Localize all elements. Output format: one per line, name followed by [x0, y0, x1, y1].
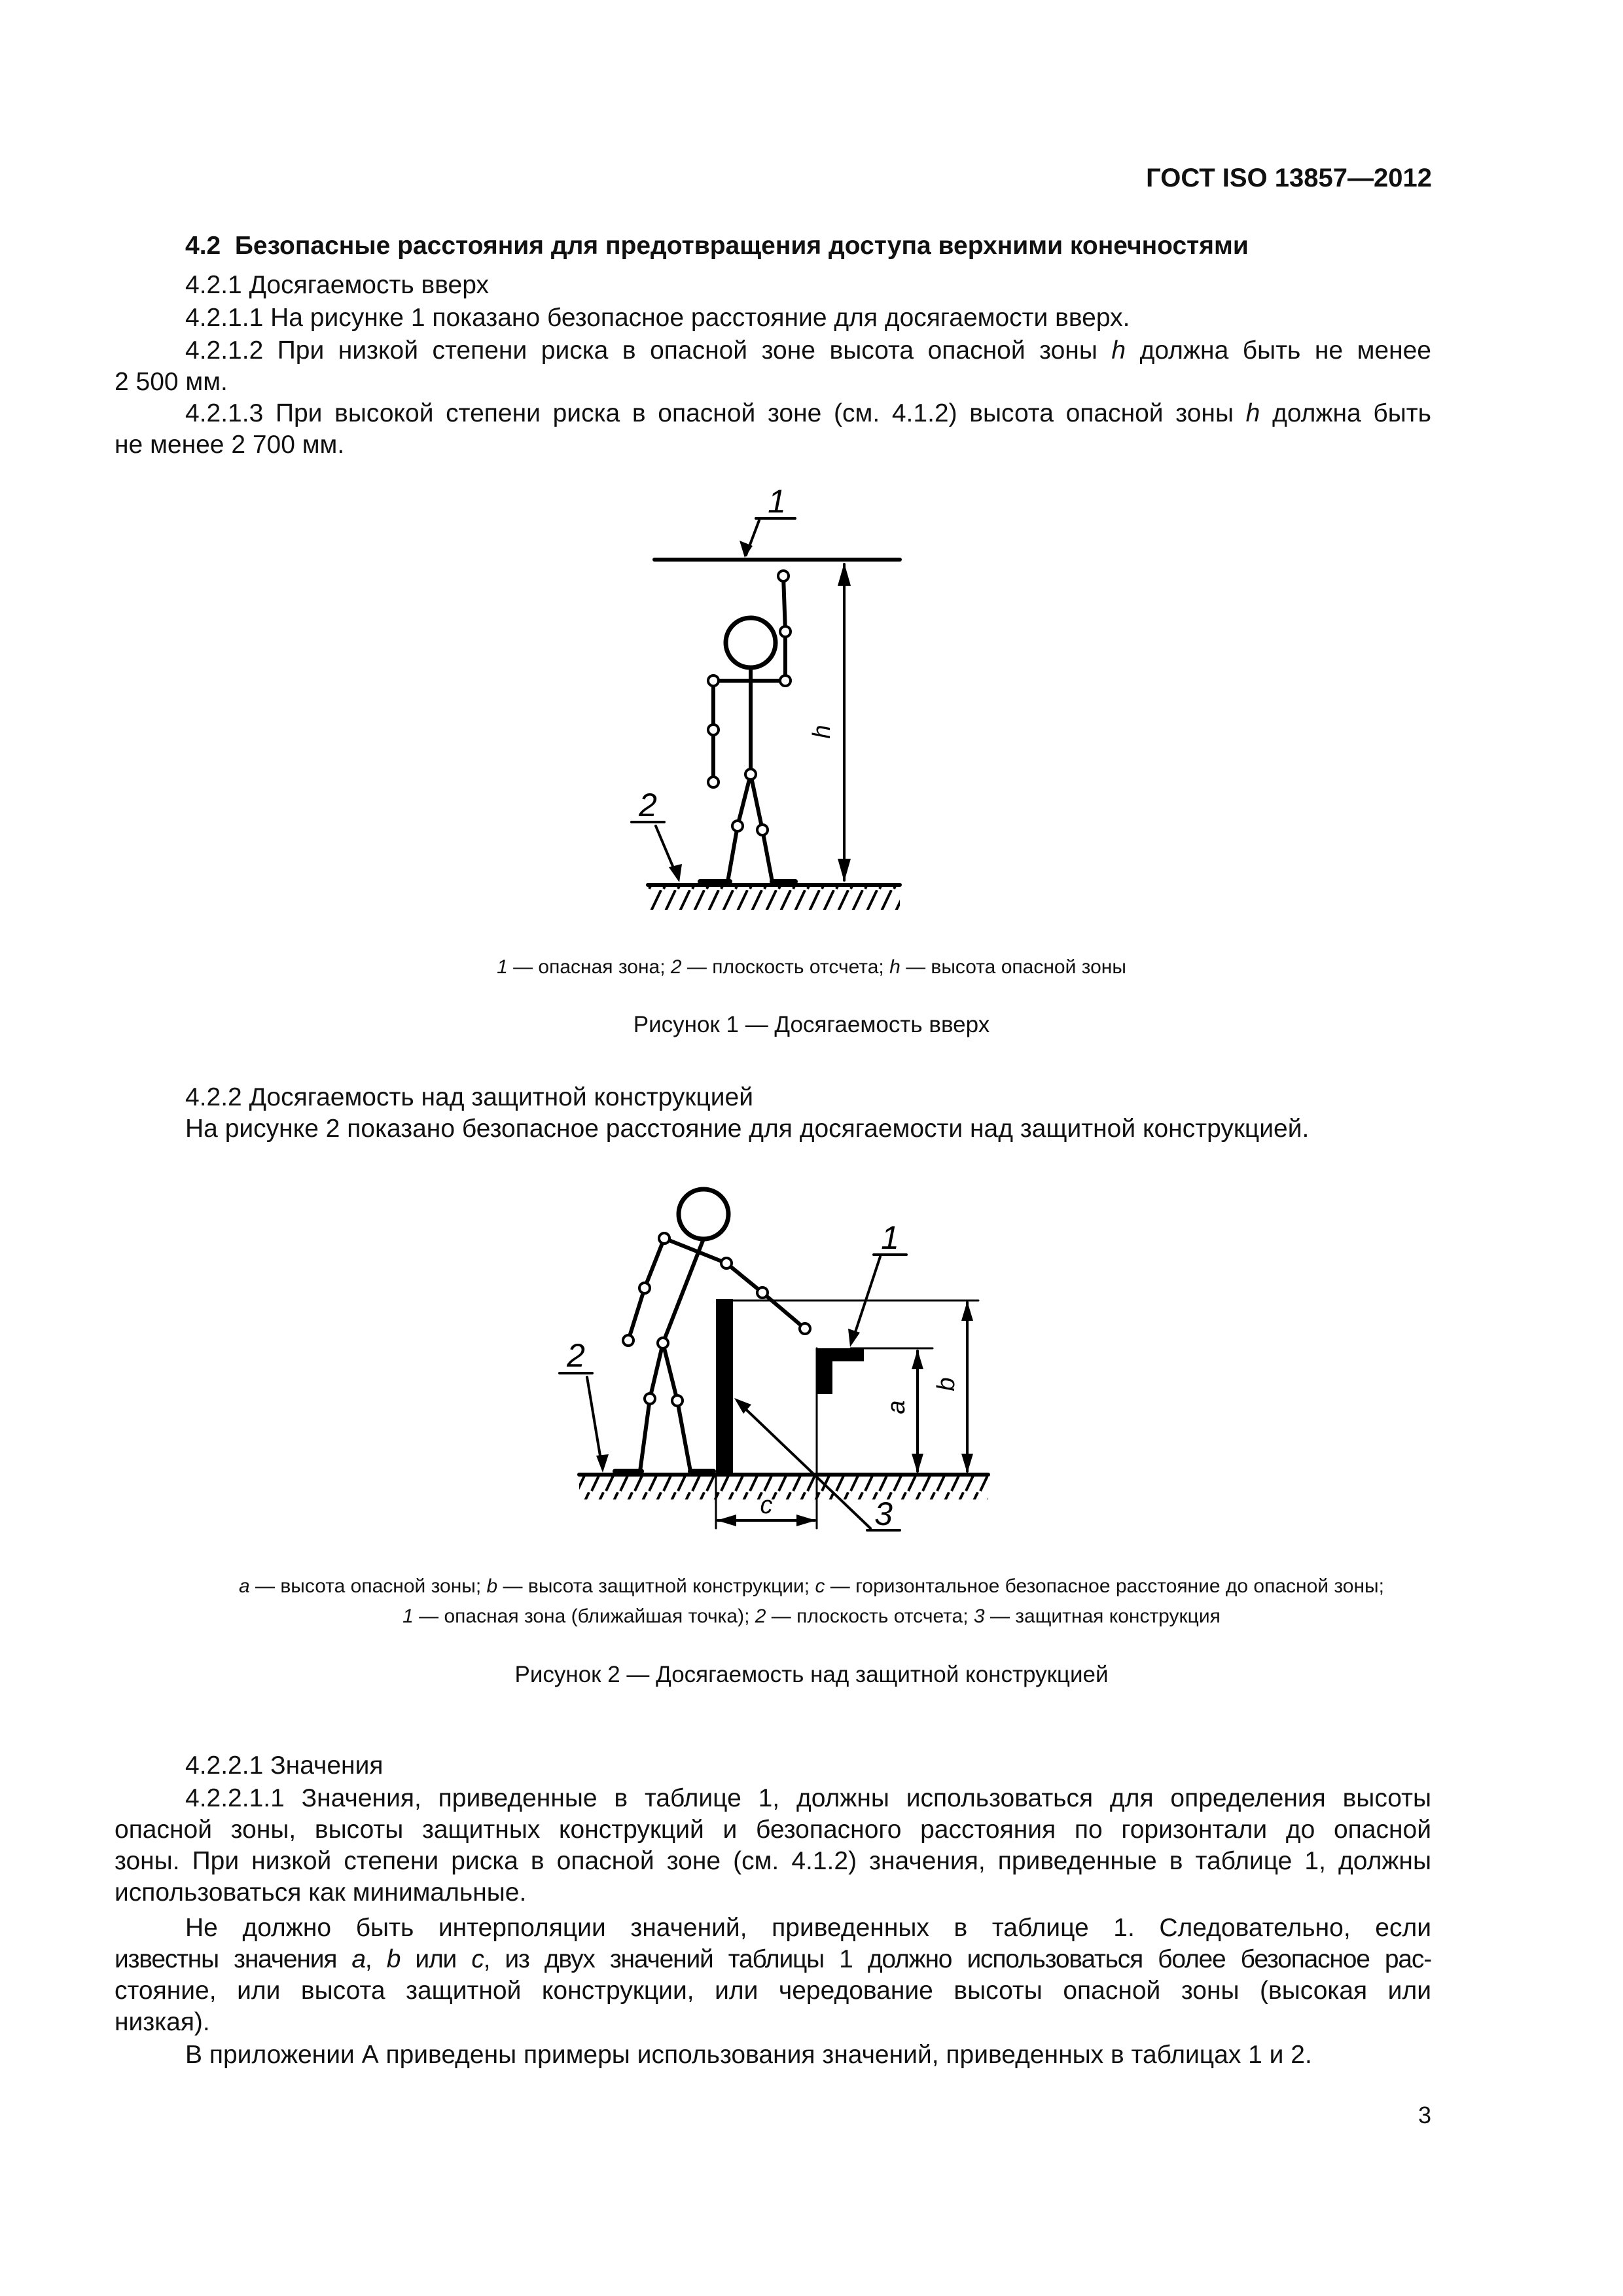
- dimension-b-label: b: [933, 1377, 960, 1391]
- paragraph-4-2-2: На рисунке 2 показано безопасное расстояние для досягаемости над защитной конструкцией.: [185, 1115, 1310, 1143]
- callout-1: 1: [768, 483, 786, 520]
- ground-hatching: [579, 1476, 988, 1499]
- paragraph-4-2-1-2-line2: 2 500 мм.: [115, 368, 228, 396]
- section-title: Безопасные расстояния для предотвращения доступа верхними конечностями: [234, 232, 1249, 260]
- paragraph-4-2-1-2-line1: 4.2.1.2 При низкой степени риска в опасной зоне высота опасной зоны h должна быть не менее: [185, 336, 1431, 365]
- paragraph-4-2-2-1-1-line2: опасной зоны, высоты защитных конструкций и безопасного расстояния по горизонтали до опасной: [115, 1816, 1431, 1844]
- figure-2-caption: Рисунок 2 — Досягаемость над защитной конструкцией: [514, 1662, 1109, 1687]
- dimension-a-label: a: [883, 1400, 910, 1414]
- paragraph-4-2-2-1-1-line4: использоваться как минимальные.: [115, 1878, 527, 1907]
- paragraph-4-2-2-1-1-line1: 4.2.2.1.1 Значения, приведенные в таблице 1, должны использоваться для определения высоты: [185, 1784, 1431, 1812]
- paragraph-4-2-2-1-1-line3: зоны. При низкой степени риска в опасной зоне (см. 4.1.2) значения, приведенные в таблице 1, должны: [115, 1847, 1431, 1875]
- callout-3: 3: [874, 1496, 893, 1532]
- dimension-h-label: h: [808, 725, 836, 739]
- figure-2-legend-line1: a — высота опасной зоны; b — высота защитной конструкции; c — горизонтальное безопасное расстояние до опасной зоны;: [239, 1575, 1384, 1597]
- paragraph-annex-a: В приложении А приведены примеры использования значений, приведенных в таблицах 1 и 2.: [185, 2041, 1312, 2069]
- symbol-h: h: [1111, 336, 1126, 365]
- callout-2: 2: [639, 787, 657, 823]
- subsection-heading-4-2-2-1: 4.2.2.1 Значения: [185, 1751, 383, 1780]
- paragraph-4-2-1-3-line2: не менее 2 700 мм.: [115, 431, 345, 459]
- paragraph-interpolation-line1: Не должно быть интерполяции значений, приведенных в таблице 1. Следовательно, если: [185, 1914, 1431, 1942]
- paragraph-4-2-1-1: 4.2.1.1 На рисунке 1 показано безопасное расстояние для досягаемости вверх.: [185, 304, 1130, 332]
- symbol-h: h: [1245, 399, 1260, 427]
- hazard-object: [817, 1348, 864, 1394]
- person-figure: [615, 1189, 805, 1471]
- figure-1-caption: Рисунок 1 — Досягаемость вверх: [633, 1012, 990, 1037]
- paragraph-interpolation-line3: стояние, или высота защитной конструкции, или чередование высоты опасной зоны (высокая или: [115, 1977, 1431, 2005]
- section-number: 4.2: [185, 232, 221, 260]
- paragraph-interpolation-line4: низкая).: [115, 2008, 210, 2036]
- document-code: ГОСТ ISO 13857—2012: [1146, 164, 1432, 192]
- figure-1-legend: 1 — опасная зона; 2 — плоскость отсчета; h — высота опасной зоны: [497, 956, 1126, 978]
- protective-structure: [716, 1299, 733, 1473]
- callout-1: 1: [881, 1219, 899, 1256]
- figure-2-legend-line2: 1 — опасная зона (ближайшая точка); 2 — плоскость отсчета; 3 — защитная конструкция: [402, 1605, 1221, 1627]
- paragraph-interpolation-line2: известны значения a, b или c, из двух значений таблицы 1 должно использоваться более безопасное рас-: [115, 1945, 1431, 1973]
- paragraph-4-2-1-3-line1: 4.2.1.3 При высокой степени риска в опасной зоне (см. 4.1.2) высота опасной зоны h должна быть: [185, 399, 1431, 427]
- page-number: 3: [1418, 2102, 1431, 2128]
- subsection-heading-4-2-1: 4.2.1 Досягаемость вверх: [185, 271, 489, 299]
- callout-2: 2: [567, 1337, 585, 1374]
- subsection-heading-4-2-2: 4.2.2 Досягаемость над защитной конструкцией: [185, 1083, 753, 1111]
- dimension-c-label: c: [760, 1492, 773, 1519]
